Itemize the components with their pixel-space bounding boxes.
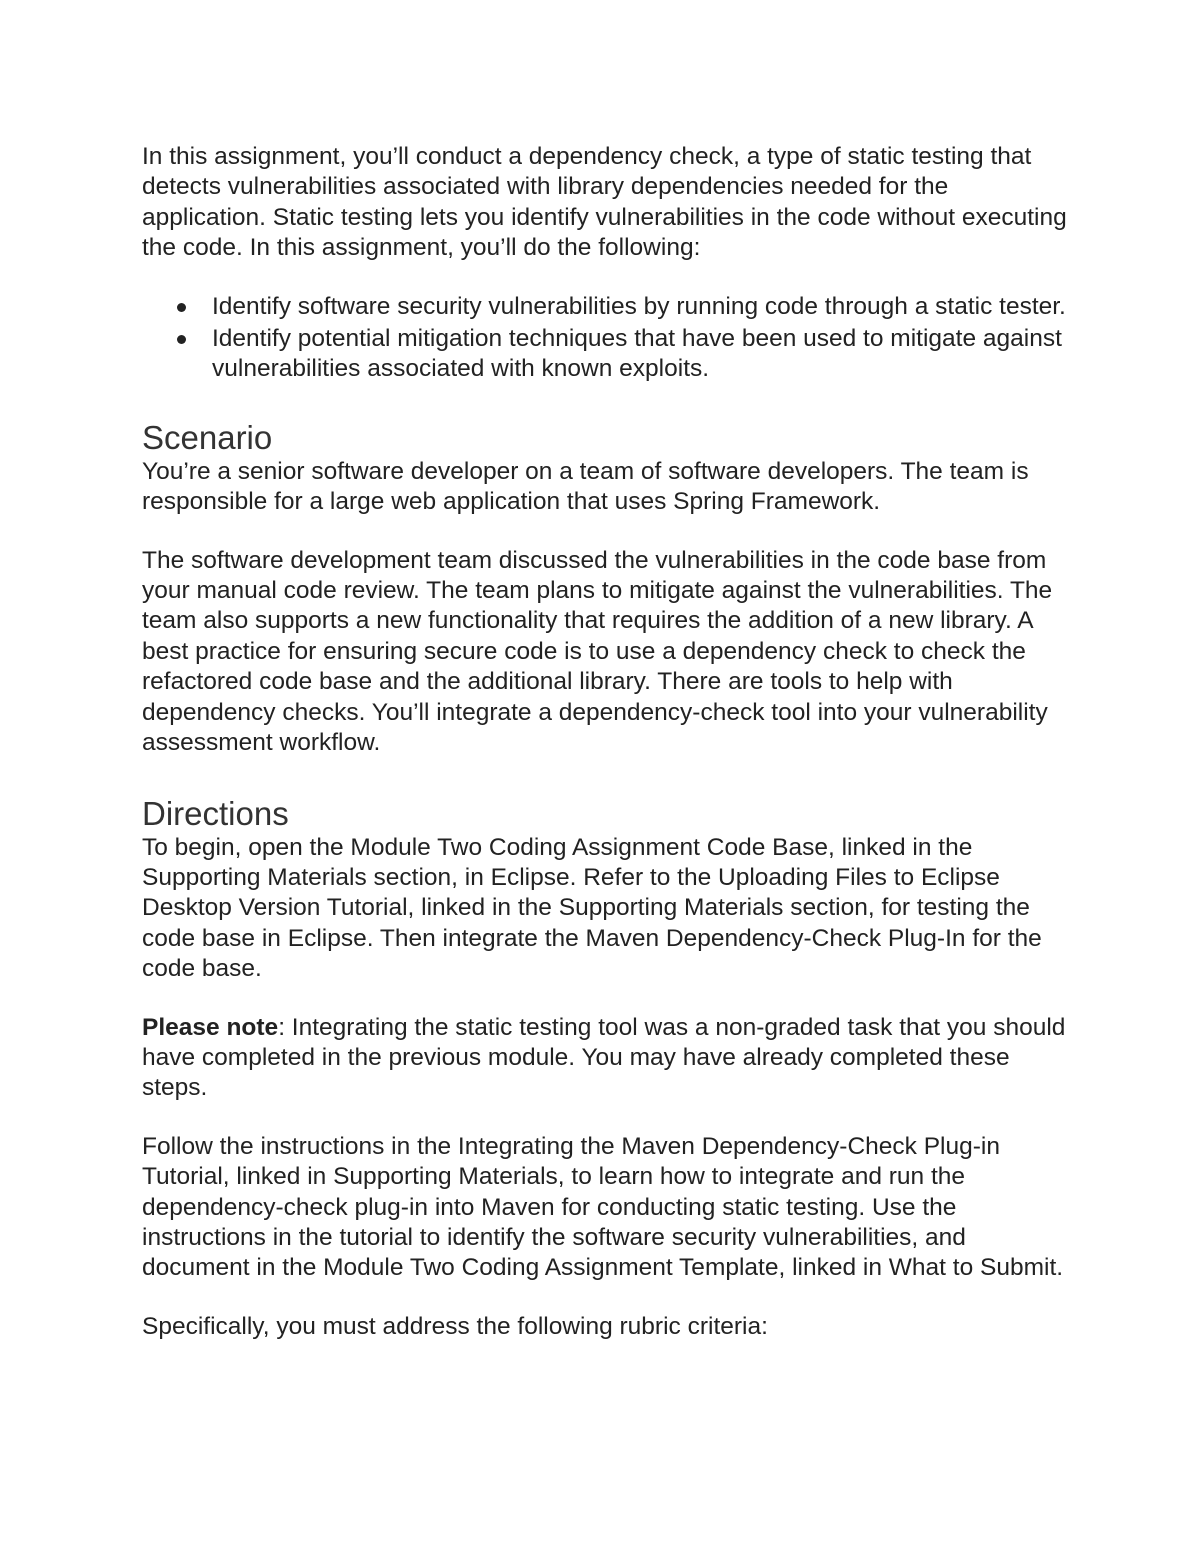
scenario-paragraph: You’re a senior software developer on a team of software developers. The team is responsible for a large web application that uses Spring Framework. [142, 457, 1029, 516]
scenario-paragraph: The software development team discussed the vulnerabilities in the code base from your manual code review. The team plans to mitigate against the vulnerabilities. The team also supports a new functionality that requires the addition of a new library. A best practice for ensuring secure code is to use a dependency check to check the refactored code base and the additional library. There are tools to help with dependency checks. You’ll integrate a dependency-check tool into your vulnerability assessment workflow. [142, 546, 1053, 757]
objective-item: Identify potential mitigation techniques that have been used to mitigate against vulnerabilities associated with known exploits. [212, 324, 1070, 385]
directions-heading: Directions [142, 794, 289, 832]
directions-paragraph: Follow the instructions in the Integrating the Maven Dependency-Check Plug-in Tutorial, linked in Supporting Materials, to learn how to integrate and run the dependency-check plug-in into Maven for conducting static testing. Use the instructions in the tutorial to identify the software security vulnerabilities, and document in the Module Two Coding Assignment Template, linked in What to Submit. [142, 1132, 1064, 1282]
note-paragraph [142, 1013, 1070, 1104]
directions-paragraph: To begin, open the Module Two Coding Assignment Code Base, linked in the Supporting Materials section, in Eclipse. Refer to the Uploading Files to Eclipse Desktop Version Tutorial, linked in the Supporting Materials section, for testing the code base in Eclipse. Then integrate the Maven Dependency-Check Plug-In for the code base. [142, 833, 1042, 983]
note-text: : Integrating the static testing tool was a non-graded task that you should have completed in the previous module. You may have already completed these steps. [142, 1013, 1066, 1102]
note-label: Please note [142, 1013, 279, 1041]
intro-paragraph: In this assignment, you’ll conduct a dependency check, a type of static testing that detects vulnerabilities associated with library dependencies needed for the application. Static testing lets you identify vulnerabilities in the code without executing the code. In this assignment, you’ll do the following: [142, 143, 1067, 262]
scenario-heading: Scenario [142, 418, 273, 456]
objectives-list [142, 292, 1070, 385]
directions-paragraph: Specifically, you must address the following rubric criteria: [142, 1312, 768, 1340]
objective-item: Identify software security vulnerabilities by running code through a static tester. [212, 292, 1070, 322]
